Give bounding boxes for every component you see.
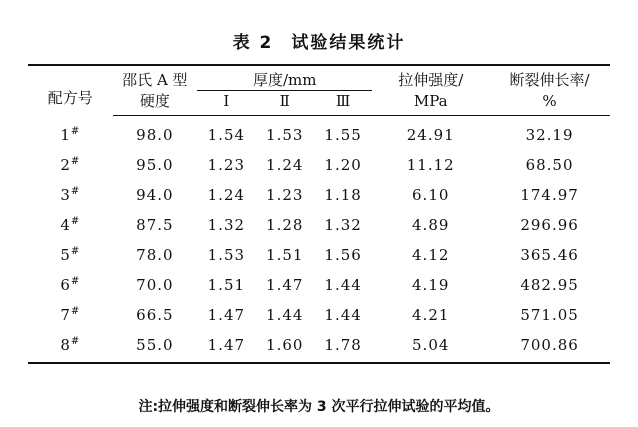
header-thickness: 厚度/mm <box>197 65 372 91</box>
cell-t3: 1.55 <box>324 126 362 144</box>
cell-t3: 1.32 <box>324 216 362 234</box>
cell-t3: 1.56 <box>324 246 362 264</box>
header-row-1 <box>28 65 610 91</box>
formula-mark: # <box>70 186 81 197</box>
cell-hardness: 78.0 <box>136 246 174 264</box>
cell-t1: 1.32 <box>207 216 246 234</box>
formula-mark: # <box>70 336 81 347</box>
cell-t1: 1.54 <box>207 126 246 144</box>
cell-strength: 4.12 <box>412 246 450 264</box>
cell-formula-id <box>28 270 113 300</box>
header-thickness-3: Ⅲ <box>314 91 372 116</box>
cell-formula-id <box>28 116 113 151</box>
results-table <box>28 64 610 364</box>
cell-formula-id <box>28 210 113 240</box>
header-elongation-line2: % <box>489 91 610 116</box>
cell-t3: 1.44 <box>324 306 362 324</box>
formula-mark: # <box>70 156 81 167</box>
header-hardness-line2: 硬度 <box>113 91 198 116</box>
cell-hardness: 95.0 <box>136 156 174 174</box>
cell-strength: 4.89 <box>412 216 450 234</box>
table-row <box>28 210 610 240</box>
cell-t1: 1.23 <box>207 156 246 174</box>
cell-strength: 6.10 <box>412 186 450 204</box>
table-number: 表 2 <box>232 33 274 53</box>
cell-formula-id <box>28 300 113 330</box>
cell-t1: 1.51 <box>207 276 246 294</box>
cell-elongation: 700.86 <box>489 330 610 363</box>
cell-hardness: 66.5 <box>136 306 174 324</box>
formula-number: 5 <box>60 246 71 264</box>
cell-elongation: 482.95 <box>520 276 579 294</box>
cell-elongation: 571.05 <box>520 306 579 324</box>
cell-strength: 11.12 <box>406 156 455 174</box>
header-strength-line1: 拉伸强度/ <box>372 65 489 91</box>
cell-t2: 1.28 <box>266 216 304 234</box>
formula-mark: # <box>70 276 81 287</box>
cell-hardness: 94.0 <box>136 186 174 204</box>
table-caption: 试验结果统计 <box>291 33 406 53</box>
cell-t2: 1.53 <box>266 126 304 144</box>
cell-t3: 1.78 <box>314 330 372 363</box>
cell-t2: 1.24 <box>266 156 304 174</box>
table-row <box>28 180 610 210</box>
cell-t1: 1.53 <box>207 246 246 264</box>
formula-number: 8 <box>60 336 71 354</box>
formula-number: 4 <box>60 216 71 234</box>
header-row-2 <box>28 91 610 116</box>
formula-mark: # <box>70 246 81 257</box>
cell-hardness: 70.0 <box>136 276 174 294</box>
cell-t3: 1.44 <box>324 276 362 294</box>
cell-strength: 24.91 <box>406 126 455 144</box>
cell-formula-id <box>28 240 113 270</box>
header-elongation-line1: 断裂伸长率/ <box>489 65 610 91</box>
cell-elongation: 174.97 <box>520 186 579 204</box>
cell-t2: 1.23 <box>266 186 304 204</box>
cell-strength: 4.19 <box>412 276 450 294</box>
table-row <box>28 240 610 270</box>
formula-number: 6 <box>60 276 71 294</box>
cell-elongation: 68.50 <box>525 156 574 174</box>
formula-number: 7 <box>60 306 71 324</box>
table-note: 注:拉伸强度和断裂伸长率为 3 次平行拉伸试验的平均值。 <box>138 399 500 415</box>
cell-t2: 1.47 <box>266 276 304 294</box>
formula-mark: # <box>70 216 81 227</box>
cell-strength: 5.04 <box>372 330 489 363</box>
table-row <box>28 116 610 151</box>
cell-hardness: 87.5 <box>136 216 174 234</box>
cell-formula-id <box>28 330 113 363</box>
table-row <box>28 330 610 363</box>
cell-elongation: 365.46 <box>520 246 579 264</box>
cell-t1: 1.47 <box>197 330 255 363</box>
cell-hardness: 98.0 <box>136 126 174 144</box>
cell-t2: 1.60 <box>256 330 314 363</box>
cell-hardness: 55.0 <box>113 330 198 363</box>
cell-t2: 1.51 <box>266 246 304 264</box>
cell-strength: 4.21 <box>412 306 450 324</box>
cell-t3: 1.18 <box>324 186 362 204</box>
formula-mark: # <box>70 306 81 317</box>
table-row <box>28 270 610 300</box>
table-row <box>28 150 610 180</box>
header-formula: 配方号 <box>28 65 113 116</box>
cell-elongation: 296.96 <box>520 216 579 234</box>
header-strength-line2: MPa <box>372 91 489 116</box>
cell-elongation: 32.19 <box>525 126 574 144</box>
cell-formula-id <box>28 150 113 180</box>
cell-t1: 1.24 <box>207 186 246 204</box>
header-thickness-2: Ⅱ <box>256 91 314 116</box>
formula-mark: # <box>70 125 81 137</box>
formula-number: 1 <box>60 125 71 144</box>
table-row <box>28 300 610 330</box>
cell-t3: 1.20 <box>324 156 362 174</box>
cell-t1: 1.47 <box>207 306 246 324</box>
table-body <box>28 116 610 364</box>
header-hardness-line1: 邵氏 A 型 <box>113 65 198 91</box>
cell-t2: 1.44 <box>266 306 304 324</box>
formula-number: 2 <box>60 156 71 174</box>
header-thickness-1: Ⅰ <box>197 91 255 116</box>
formula-number: 3 <box>60 186 71 204</box>
table-title <box>0 28 638 53</box>
cell-formula-id <box>28 180 113 210</box>
